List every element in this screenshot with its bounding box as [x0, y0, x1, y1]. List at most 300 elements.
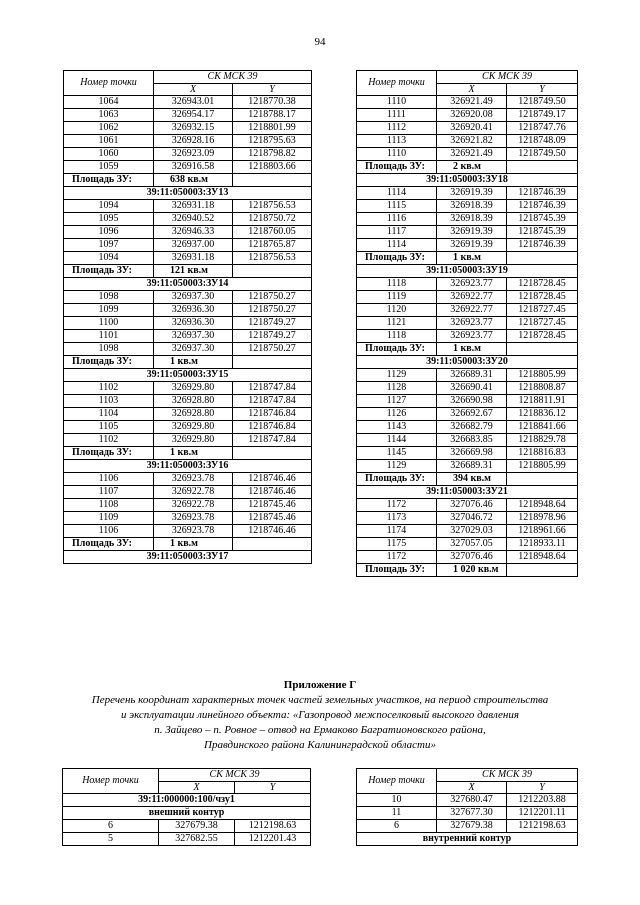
area-row — [357, 564, 578, 577]
table-row — [357, 369, 578, 382]
x-coordinate-cell: 326928.80 — [154, 408, 233, 421]
y-coordinate-cell: 1218745.46 — [233, 512, 312, 525]
table-row — [357, 239, 578, 252]
y-coordinate-cell: 1218805.99 — [507, 369, 578, 382]
point-number-header: Номер точки — [357, 71, 437, 96]
area-value: 1 кв.м — [154, 538, 233, 551]
y-coordinate-cell: 1218746.46 — [233, 486, 312, 499]
y-coordinate-cell: 1218728.45 — [507, 291, 578, 304]
appendix-description — [50, 693, 590, 753]
x-coordinate-cell: 326922.77 — [437, 291, 507, 304]
area-label: Площадь ЗУ: — [357, 161, 437, 174]
y-coordinate-cell: 1218795.63 — [233, 135, 312, 148]
y-coordinate-cell: 1218746.84 — [233, 408, 312, 421]
y-coordinate-cell: 1218808.87 — [507, 382, 578, 395]
area-empty-cell — [233, 538, 312, 551]
table-row — [64, 395, 312, 408]
point-number-header: Номер точки — [63, 769, 159, 794]
x-coordinate-cell: 326931.18 — [154, 252, 233, 265]
x-coordinate-cell: 326954.17 — [154, 109, 233, 122]
table-row — [64, 96, 312, 109]
area-empty-cell — [233, 447, 312, 460]
x-coordinate-cell: 326916.58 — [154, 161, 233, 174]
x-coordinate-cell: 326922.77 — [437, 304, 507, 317]
area-row — [357, 252, 578, 265]
x-coordinate-cell: 326923.78 — [154, 512, 233, 525]
table-row — [64, 304, 312, 317]
point-number-cell: 1118 — [357, 330, 437, 343]
point-number-cell: 1113 — [357, 135, 437, 148]
area-row — [357, 343, 578, 356]
y-coordinate-cell: 1218746.84 — [233, 421, 312, 434]
point-number-cell: 1127 — [357, 395, 437, 408]
y-coordinate-cell: 1212198.63 — [507, 820, 578, 833]
point-number-cell: 1114 — [357, 187, 437, 200]
y-coordinate-cell: 1218746.46 — [233, 525, 312, 538]
y-coordinate-cell: 1218948.64 — [507, 499, 578, 512]
point-number-cell: 1107 — [64, 486, 154, 499]
y-coordinate-cell: 1212201.11 — [507, 807, 578, 820]
x-coordinate-cell: 326932.15 — [154, 122, 233, 135]
cadastral-number: 39:11:050003:ЗУ20 — [357, 356, 578, 369]
section-title-row — [357, 174, 578, 187]
table-row — [357, 200, 578, 213]
x-coordinate-cell: 326937.00 — [154, 239, 233, 252]
x-coordinate-cell: 326928.80 — [154, 395, 233, 408]
x-coordinate-cell: 326682.79 — [437, 421, 507, 434]
area-empty-cell — [233, 356, 312, 369]
point-number-cell: 1094 — [64, 252, 154, 265]
y-coordinate-cell: 1218788.17 — [233, 109, 312, 122]
cadastral-number: 39:11:050003:ЗУ21 — [357, 486, 578, 499]
x-coordinate-cell: 326928.16 — [154, 135, 233, 148]
table-row — [357, 460, 578, 473]
area-value: 1 кв.м — [437, 343, 507, 356]
x-coordinate-cell: 326920.41 — [437, 122, 507, 135]
point-number-cell: 1101 — [64, 330, 154, 343]
point-number-cell: 1115 — [357, 200, 437, 213]
point-number-cell: 1060 — [64, 148, 154, 161]
area-value: 1 кв.м — [154, 356, 233, 369]
x-coordinate-cell: 327046.72 — [437, 512, 507, 525]
section-title-row — [63, 807, 311, 820]
table-row — [357, 551, 578, 564]
section-title-row — [64, 369, 312, 382]
area-label: Площадь ЗУ: — [64, 265, 154, 278]
x-coordinate-cell: 326929.80 — [154, 382, 233, 395]
point-number-cell: 1112 — [357, 122, 437, 135]
x-coordinate-cell: 326918.39 — [437, 213, 507, 226]
table-row — [64, 512, 312, 525]
point-number-cell: 10 — [357, 794, 437, 807]
table-row — [64, 213, 312, 226]
table-row — [357, 213, 578, 226]
coordinates-table-left — [63, 70, 312, 564]
point-number-cell: 1110 — [357, 148, 437, 161]
table-row — [64, 382, 312, 395]
coordinates-table-bottom-right — [356, 768, 578, 846]
y-coordinate-cell: 1218750.27 — [233, 304, 312, 317]
coordinate-system-header: СК МСК 39 — [159, 769, 311, 782]
section-title-row — [64, 551, 312, 564]
x-coordinate-cell: 327679.38 — [159, 820, 235, 833]
table-row — [357, 122, 578, 135]
point-number-cell: 1129 — [357, 369, 437, 382]
x-coordinate-cell: 326937.30 — [154, 343, 233, 356]
x-axis-header: X — [437, 83, 507, 96]
y-coordinate-cell: 1218747.76 — [507, 122, 578, 135]
table-row — [64, 486, 312, 499]
y-axis-header: Y — [507, 781, 578, 794]
area-row — [64, 265, 312, 278]
x-coordinate-cell: 326923.78 — [154, 525, 233, 538]
y-coordinate-cell: 1218798.82 — [233, 148, 312, 161]
x-coordinate-cell: 326919.39 — [437, 226, 507, 239]
y-coordinate-cell: 1218933.11 — [507, 538, 578, 551]
y-coordinate-cell: 1218760.05 — [233, 226, 312, 239]
y-coordinate-cell: 1218756.53 — [233, 200, 312, 213]
area-value: 1 кв.м — [154, 447, 233, 460]
table-row — [357, 794, 578, 807]
x-coordinate-cell: 326923.09 — [154, 148, 233, 161]
point-number-cell: 1059 — [64, 161, 154, 174]
area-row — [64, 356, 312, 369]
y-coordinate-cell: 1218750.27 — [233, 291, 312, 304]
area-value: 394 кв.м — [437, 473, 507, 486]
x-coordinate-cell: 326937.30 — [154, 291, 233, 304]
y-coordinate-cell: 1218727.45 — [507, 304, 578, 317]
y-coordinate-cell: 1218816.83 — [507, 447, 578, 460]
point-number-cell: 1143 — [357, 421, 437, 434]
table-row — [357, 96, 578, 109]
cadastral-number: 39:11:050003:ЗУ19 — [357, 265, 578, 278]
y-coordinate-cell: 1218728.45 — [507, 278, 578, 291]
area-row — [357, 473, 578, 486]
area-empty-cell — [507, 473, 578, 486]
x-coordinate-cell: 327680.47 — [437, 794, 507, 807]
x-coordinate-cell: 327076.46 — [437, 499, 507, 512]
x-coordinate-cell: 326692.67 — [437, 408, 507, 421]
point-number-cell: 1103 — [64, 395, 154, 408]
x-coordinate-cell: 326669.98 — [437, 447, 507, 460]
table-row — [64, 499, 312, 512]
table-row — [64, 109, 312, 122]
cadastral-number: 39:11:050003:ЗУ17 — [64, 551, 312, 564]
section-title-row — [64, 187, 312, 200]
area-label: Площадь ЗУ: — [64, 447, 154, 460]
area-value: 1 020 кв.м — [437, 564, 507, 577]
area-value: 2 кв.м — [437, 161, 507, 174]
y-coordinate-cell: 1218749.17 — [507, 109, 578, 122]
cadastral-number: 39:11:050003:ЗУ13 — [64, 187, 312, 200]
area-label: Площадь ЗУ: — [64, 174, 154, 187]
y-coordinate-cell: 1218836.12 — [507, 408, 578, 421]
y-coordinate-cell: 1218747.84 — [233, 395, 312, 408]
area-label: Площадь ЗУ: — [357, 252, 437, 265]
point-number-cell: 1064 — [64, 96, 154, 109]
section-title-row — [64, 278, 312, 291]
cadastral-number: 39:11:050003:ЗУ18 — [357, 174, 578, 187]
x-coordinate-cell: 327677.30 — [437, 807, 507, 820]
table-row — [64, 525, 312, 538]
y-coordinate-cell: 1218978.96 — [507, 512, 578, 525]
section-title-row — [357, 265, 578, 278]
point-number-cell: 1106 — [64, 473, 154, 486]
area-row — [64, 538, 312, 551]
area-label: Площадь ЗУ: — [64, 356, 154, 369]
table-row — [357, 512, 578, 525]
table-row — [357, 434, 578, 447]
table-row — [64, 473, 312, 486]
x-coordinate-cell: 327029.03 — [437, 525, 507, 538]
x-coordinate-cell: 326690.41 — [437, 382, 507, 395]
table-row — [64, 291, 312, 304]
y-coordinate-cell: 1218829.78 — [507, 434, 578, 447]
area-value: 1 кв.м — [437, 252, 507, 265]
x-coordinate-cell: 326921.82 — [437, 135, 507, 148]
point-number-cell: 1098 — [64, 291, 154, 304]
table-row — [64, 122, 312, 135]
appendix-description-line: п. Зайцево – п. Ровное – отвод на Ермаково Багратионовского района, — [154, 724, 486, 736]
x-coordinate-cell: 326689.31 — [437, 369, 507, 382]
section-title-row — [357, 833, 578, 846]
y-coordinate-cell: 1218805.99 — [507, 460, 578, 473]
header-row — [357, 769, 578, 782]
area-value: 121 кв.м — [154, 265, 233, 278]
y-coordinate-cell: 1218746.39 — [507, 239, 578, 252]
point-number-cell: 1102 — [64, 434, 154, 447]
point-number-cell: 1111 — [357, 109, 437, 122]
point-number-cell: 1174 — [357, 525, 437, 538]
point-number-cell: 1172 — [357, 499, 437, 512]
table-row — [64, 200, 312, 213]
point-number-cell: 1145 — [357, 447, 437, 460]
table-row — [357, 382, 578, 395]
point-number-cell: 11 — [357, 807, 437, 820]
table-row — [64, 317, 312, 330]
x-coordinate-cell: 326929.80 — [154, 434, 233, 447]
area-empty-cell — [233, 265, 312, 278]
x-coordinate-cell: 326921.49 — [437, 148, 507, 161]
table-row — [357, 395, 578, 408]
y-coordinate-cell: 1218770.38 — [233, 96, 312, 109]
x-coordinate-cell: 326683.85 — [437, 434, 507, 447]
y-coordinate-cell: 1212198.63 — [235, 820, 311, 833]
point-number-cell: 1096 — [64, 226, 154, 239]
x-coordinate-cell: 326922.78 — [154, 499, 233, 512]
area-empty-cell — [507, 564, 578, 577]
point-number-cell: 1117 — [357, 226, 437, 239]
y-coordinate-cell: 1218841.66 — [507, 421, 578, 434]
table-row — [357, 187, 578, 200]
y-coordinate-cell: 1218750.27 — [233, 343, 312, 356]
y-coordinate-cell: 1218746.39 — [507, 200, 578, 213]
table-row — [64, 408, 312, 421]
y-coordinate-cell: 1218727.45 — [507, 317, 578, 330]
y-coordinate-cell: 1218961.66 — [507, 525, 578, 538]
point-number-cell: 1104 — [64, 408, 154, 421]
table-row — [64, 161, 312, 174]
point-number-cell: 1128 — [357, 382, 437, 395]
point-number-cell: 1108 — [64, 499, 154, 512]
point-number-cell: 5 — [63, 833, 159, 846]
section-title-row — [357, 356, 578, 369]
y-coordinate-cell: 1218746.39 — [507, 187, 578, 200]
point-number-cell: 1173 — [357, 512, 437, 525]
y-coordinate-cell: 1218745.39 — [507, 213, 578, 226]
point-number-header: Номер точки — [64, 71, 154, 96]
table-row — [357, 148, 578, 161]
x-coordinate-cell: 326922.78 — [154, 486, 233, 499]
point-number-cell: 1062 — [64, 122, 154, 135]
table-row — [64, 330, 312, 343]
y-coordinate-cell: 1218749.50 — [507, 96, 578, 109]
y-coordinate-cell: 1212203.88 — [507, 794, 578, 807]
cadastral-number: внутренний контур — [357, 833, 578, 846]
x-coordinate-cell: 326923.77 — [437, 330, 507, 343]
point-number-cell: 6 — [63, 820, 159, 833]
x-coordinate-cell: 326940.52 — [154, 213, 233, 226]
area-label: Площадь ЗУ: — [357, 564, 437, 577]
table-row — [357, 278, 578, 291]
appendix-description-line: и эксплуатации линейного объекта: «Газопровод межпоселковый высокого давления — [121, 709, 519, 721]
header-row — [63, 769, 311, 782]
point-number-cell: 1105 — [64, 421, 154, 434]
cadastral-number: 39:11:050003:ЗУ15 — [64, 369, 312, 382]
x-coordinate-cell: 326936.30 — [154, 317, 233, 330]
y-axis-header: Y — [235, 781, 311, 794]
table-row — [357, 109, 578, 122]
x-coordinate-cell: 326923.77 — [437, 317, 507, 330]
y-coordinate-cell: 1218801.99 — [233, 122, 312, 135]
y-coordinate-cell: 1218745.46 — [233, 499, 312, 512]
x-coordinate-cell: 326920.08 — [437, 109, 507, 122]
table-row — [357, 421, 578, 434]
x-coordinate-cell: 326929.80 — [154, 421, 233, 434]
table-row — [64, 135, 312, 148]
page-number: 94 — [314, 36, 326, 48]
point-number-cell: 1099 — [64, 304, 154, 317]
point-number-cell: 1172 — [357, 551, 437, 564]
table-row — [64, 252, 312, 265]
appendix-title: Приложение Г — [283, 679, 357, 691]
x-coordinate-cell: 326919.39 — [437, 187, 507, 200]
x-coordinate-cell: 326923.77 — [437, 278, 507, 291]
point-number-cell: 1102 — [64, 382, 154, 395]
y-coordinate-cell: 1218803.66 — [233, 161, 312, 174]
y-coordinate-cell: 1218746.46 — [233, 473, 312, 486]
area-label: Площадь ЗУ: — [64, 538, 154, 551]
area-value: 638 кв.м — [154, 174, 233, 187]
y-coordinate-cell: 1218948.64 — [507, 551, 578, 564]
point-number-cell: 1106 — [64, 525, 154, 538]
area-empty-cell — [507, 161, 578, 174]
x-coordinate-cell: 326937.30 — [154, 330, 233, 343]
section-title-row — [64, 460, 312, 473]
y-coordinate-cell: 1218749.50 — [507, 148, 578, 161]
y-coordinate-cell: 1218747.84 — [233, 382, 312, 395]
table-row — [64, 148, 312, 161]
area-empty-cell — [507, 343, 578, 356]
point-number-cell: 1061 — [64, 135, 154, 148]
table-row — [357, 499, 578, 512]
x-coordinate-cell: 326936.30 — [154, 304, 233, 317]
point-number-cell: 1118 — [357, 278, 437, 291]
point-number-cell: 1121 — [357, 317, 437, 330]
x-axis-header: X — [154, 83, 233, 96]
table-row — [357, 135, 578, 148]
table-row — [357, 820, 578, 833]
table-row — [357, 538, 578, 551]
point-number-cell: 1094 — [64, 200, 154, 213]
y-axis-header: Y — [233, 83, 312, 96]
cadastral-number: внешний контур — [63, 807, 311, 820]
y-coordinate-cell: 1218749.27 — [233, 330, 312, 343]
point-number-cell: 1114 — [357, 239, 437, 252]
table-row — [64, 239, 312, 252]
point-number-cell: 1119 — [357, 291, 437, 304]
header-row — [357, 71, 578, 84]
section-title-row — [357, 486, 578, 499]
y-coordinate-cell: 1218748.09 — [507, 135, 578, 148]
table-row — [357, 304, 578, 317]
table-row — [357, 807, 578, 820]
x-coordinate-cell: 326918.39 — [437, 200, 507, 213]
y-coordinate-cell: 1212201.43 — [235, 833, 311, 846]
area-row — [357, 161, 578, 174]
point-number-cell: 6 — [357, 820, 437, 833]
area-empty-cell — [233, 174, 312, 187]
y-coordinate-cell: 1218765.87 — [233, 239, 312, 252]
x-coordinate-cell: 326921.49 — [437, 96, 507, 109]
coordinate-system-header: СК МСК 39 — [437, 769, 578, 782]
table-row — [357, 330, 578, 343]
x-axis-header: X — [159, 781, 235, 794]
point-number-cell: 1144 — [357, 434, 437, 447]
point-number-cell: 1120 — [357, 304, 437, 317]
x-coordinate-cell: 326931.18 — [154, 200, 233, 213]
coordinate-system-header: СК МСК 39 — [437, 71, 578, 84]
table-row — [357, 291, 578, 304]
x-coordinate-cell: 327682.55 — [159, 833, 235, 846]
point-number-cell: 1126 — [357, 408, 437, 421]
table-row — [357, 408, 578, 421]
x-coordinate-cell: 326946.33 — [154, 226, 233, 239]
point-number-cell: 1175 — [357, 538, 437, 551]
table-row — [63, 820, 311, 833]
point-number-cell: 1100 — [64, 317, 154, 330]
table-row — [64, 343, 312, 356]
table-row — [63, 833, 311, 846]
area-row — [64, 174, 312, 187]
x-coordinate-cell: 326923.78 — [154, 473, 233, 486]
point-number-cell: 1129 — [357, 460, 437, 473]
y-coordinate-cell: 1218756.53 — [233, 252, 312, 265]
table-row — [357, 317, 578, 330]
table-row — [357, 447, 578, 460]
table-row — [357, 525, 578, 538]
area-row — [64, 447, 312, 460]
cadastral-number: 39:11:050003:ЗУ14 — [64, 278, 312, 291]
area-label: Площадь ЗУ: — [357, 343, 437, 356]
point-number-cell: 1116 — [357, 213, 437, 226]
x-coordinate-cell: 326943.01 — [154, 96, 233, 109]
y-axis-header: Y — [507, 83, 578, 96]
x-coordinate-cell: 326690.98 — [437, 395, 507, 408]
table-row — [357, 226, 578, 239]
cadastral-number: 39:11:000000:100/чзу1 — [63, 794, 311, 807]
area-label: Площадь ЗУ: — [357, 473, 437, 486]
